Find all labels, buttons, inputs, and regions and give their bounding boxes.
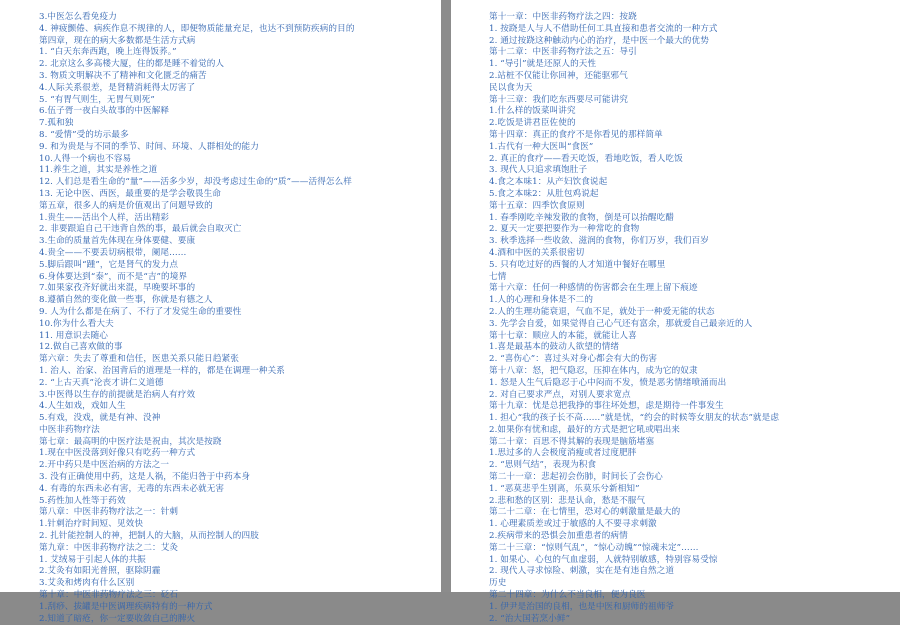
toc-line: 第六章：失去了尊重和信任，医患关系只能日趋紧张 xyxy=(39,354,239,365)
toc-line: 1.思过多的人会极度消瘦或者过度肥胖 xyxy=(489,448,637,459)
toc-line: 12.做自己喜欢做的事 xyxy=(39,342,123,353)
toc-line: 2. 现代人寻求惊险、刺激，实在是有违自然之道 xyxy=(489,566,675,577)
toc-line: 2. 非要跟追自己干违背自然的事，最后就会自取灭亡 xyxy=(39,224,242,235)
toc-line: 1. 按跷是人与人不借助任何工具直接和患者交流的一种方式 xyxy=(489,23,718,34)
toc-line: 第七章：最高明的中医疗法是祝由，其次是按跷 xyxy=(39,436,222,447)
toc-line: 5. “有胃气则生，无胃气则死” xyxy=(39,94,155,105)
toc-line: 5.药性加人性等于药效 xyxy=(39,495,126,506)
toc-line: 13. 无论中医、西医，最重要的是学会敬畏生命 xyxy=(39,188,221,199)
toc-line: 第十九章：忧是总把我挣的事往坏处想，虑是期待一件事发生 xyxy=(489,401,724,412)
toc-line: 10.你为什么看大夫 xyxy=(39,318,114,329)
toc-line: 2. 夏天一定要把要作为一种常吃的食物 xyxy=(489,224,640,235)
toc-line: 2.开中药只是中医治病的方法之一 xyxy=(39,460,170,471)
toc-line: 1. 怒是人生气后隐忍于心中闷而不发，愤是恶劣情绪喷涌而出 xyxy=(489,377,727,388)
toc-line: 8.遵循自然的变化做一些事，你就是有德之人 xyxy=(39,295,213,306)
toc-line: 1. 艾绒易于引起人体的共振 xyxy=(39,554,146,565)
toc-line: 历史 xyxy=(489,578,507,589)
toc-line: 第十七章：顺应人的本能，就能让人喜 xyxy=(489,330,637,341)
toc-line: 3. 没有正确使用中药，这是人祸，不能归咎于中药本身 xyxy=(39,472,251,483)
toc-line: 1. 担心“我的孩子长不高……”就是忧，“约会的时候等女朋友的状态”就是虑 xyxy=(489,413,780,424)
toc-line: 第五章，很多人的病是价值观出了问题导致的 xyxy=(39,200,213,211)
toc-line: 3.中医得以生存的前提就是治病人有疗效 xyxy=(39,389,196,400)
toc-line: 4.人生如戏，戏如人生 xyxy=(39,401,126,412)
toc-line: 中医非药物疗法 xyxy=(39,424,100,435)
toc-line: 2.艾灸有如阳光普照，驱除阴霾 xyxy=(39,566,161,577)
toc-line: 1. “导引”就是还原人的天性 xyxy=(489,59,597,70)
toc-line: 第十八章：怒，把气隐忍，压抑在体内，成为它的奴隶 xyxy=(489,365,698,376)
toc-line: 2. “治大国若烹小鲜” xyxy=(489,613,571,624)
toc-line: 第二十一章：悲起初会伤肺，时间长了会伤心 xyxy=(489,472,663,483)
toc-line: 七情 xyxy=(489,271,507,282)
toc-line: 1.人的心理和身体是不二的 xyxy=(489,295,594,306)
toc-line: 第九章：中医非药物疗法之二：艾灸 xyxy=(39,542,179,553)
toc-line: 3.生命的质量首先体现在身体要健、要康 xyxy=(39,236,196,247)
toc-line: 7.孤和独 xyxy=(39,118,74,129)
toc-line: 9. 人为什么都是在病了、不行了才发觉生命的重要性 xyxy=(39,306,242,317)
toc-line: 3. 秋季选择一些收敛、滋润的食物，你们万岁，我们百岁 xyxy=(489,236,709,247)
toc-line: 1.现在中医没落到好像只有吃药一种方式 xyxy=(39,448,196,459)
toc-line: 5. 只有吃过好的西餐的人才知道中餐好在哪里 xyxy=(489,259,666,270)
toc-line: 1. 伊尹是治国的良相，也是中医和厨师的祖师爷 xyxy=(489,601,675,612)
toc-line: 1. 心理素质差或过于敏感的人不要寻求刺激 xyxy=(489,519,657,530)
toc-line: 2. “上古天真”沦丧才讲仁义道德 xyxy=(39,377,164,388)
toc-line: 1.古代有一种大医叫“食医” xyxy=(489,141,594,152)
toc-line: 5.有戏，没戏，就是有神、没神 xyxy=(39,413,161,424)
toc-line: 3.艾灸和烤肉有什么区别 xyxy=(39,578,135,589)
toc-line: 2.站桩不仅能让你回神，还能驱邪气 xyxy=(489,70,628,81)
toc-line: 第十五章：四季饮食原则 xyxy=(489,200,585,211)
toc-line: 第八章：中医非药物疗法之一：针刺 xyxy=(39,507,179,518)
toc-line: 4.酒和中医的关系很密切 xyxy=(489,247,585,258)
toc-line: 4.贵全——不要丢切病根带，阑尾…… xyxy=(39,247,187,258)
toc-line: 1.喜是最基本的鼓动人欲望的情绪 xyxy=(489,342,620,353)
toc-line: 2.如果你有忧和虑，最好的方式是把它吼或唱出来 xyxy=(489,424,680,435)
toc-line: 第十二章：中医非药物疗法之五：导引 xyxy=(489,47,637,58)
toc-line: 第十三章：我们吃东西要尽可能讲究 xyxy=(489,94,629,105)
toc-line: 2. 扎针能控制人的神，把制人的大脑，从而控制人的四肢 xyxy=(39,531,259,542)
toc-line: 第十四章：真正的食疗不是你看见的那样简单 xyxy=(489,129,663,140)
toc-line: 11. 用意识去随心 xyxy=(39,330,108,341)
toc-line: 第十一章：中医非药物疗法之四：按跷 xyxy=(489,12,637,22)
toc-line: 第二十章：百思不得其解的表现是脑筋堵塞 xyxy=(489,436,655,447)
toc-line: 3. 物质文明解决不了精神和文化匮乏的痛苦 xyxy=(39,70,207,81)
toc-line: 民以食为天 xyxy=(489,82,533,93)
toc-line: 3. 现代人只追求填饱肚子 xyxy=(489,165,588,176)
toc-line: 4.人际关系很差，是肾精消耗得太厉害了 xyxy=(39,82,196,93)
toc-line: 5.脚后跟叫“踵”，它是肾气的发力点 xyxy=(39,259,179,270)
toc-line: 2. 对自己要求严点，对别人要求宽点 xyxy=(489,389,631,400)
toc-line: 6.伍子胥一夜白头故事的中医解释 xyxy=(39,106,170,117)
toc-line: 第二十四章：为什么不当良相，便为良医 xyxy=(489,590,646,601)
toc-line: 1. 如果心、心包的气血虚弱，人就特别敏感，特别容易受惊 xyxy=(489,554,718,565)
toc-line: 1. 春季刚吃辛辣发散的食物，倒是可以抬醒吃醋 xyxy=(489,212,675,223)
toc-line: 11.养生之道，其实是养性之道 xyxy=(39,165,158,176)
toc-line: 4. 有毒的东西未必有害，无毒的东西未必就无害 xyxy=(39,483,225,494)
toc-line: 2. “思则气结”，表现为积食 xyxy=(489,460,597,471)
toc-line: 6.身体要达到“泰”，而不是“吉”的境界 xyxy=(39,271,188,282)
page-gutter xyxy=(441,0,451,592)
toc-line: 8. “爱情”受的坊示最多 xyxy=(39,129,129,140)
toc-line: 3. 先学会自爱，如果觉得自己心气还有富余，那就爱自己最亲近的人 xyxy=(489,318,753,329)
toc-line: 1. 治人、治家、治国背后的道理是一样的，都是在调理一种关系 xyxy=(39,365,285,376)
toc-line: 2. “喜伤心”：喜过头对身心都会有大的伤害 xyxy=(489,354,658,365)
toc-line: 2.悲和愁的区别：悲是认命，愁是不服气 xyxy=(489,495,646,506)
toc-line: 第二十二章：在七情里，恐对心的刺激量是最大的 xyxy=(489,507,681,518)
pdf-page-left xyxy=(0,0,441,624)
toc-line: 2.疾病带来的恐惧会加重患者的病情 xyxy=(489,531,628,542)
toc-line: 2. 北京这么多高楼大厦，住的都是睡不着觉的人 xyxy=(39,59,225,70)
toc-line: 2.吃饭是讲君臣佐使的 xyxy=(489,118,576,129)
toc-line: 1.针刺治疗时间短、见效快 xyxy=(39,519,144,530)
toc-line: 2.知道了暗疮，你一定要收敛自己的脾火 xyxy=(39,613,196,624)
toc-line: 2. 真正的食疗——看天吃饭，看地吃饭，看人吃饭 xyxy=(489,153,683,164)
toc-line: 1.刮痧、拔罐是中医调理疾病特有的一种方式 xyxy=(39,601,213,612)
toc-line: 第十章：中医非药物疗法之三：砭石 xyxy=(39,590,179,601)
pdf-page-right xyxy=(451,0,900,624)
toc-line: 2. 通过按跷这种触动内心的治疗，是中医一个最大的优势 xyxy=(489,35,709,46)
toc-line: 2.人的生理功能衰退，气血不足，就处于一种爱无能的状态 xyxy=(489,306,715,317)
toc-line: 1. “白天东奔西跑，晚上连得饭荞。” xyxy=(39,47,177,58)
toc-line: 4.食之本味1：从产妇饮食说起 xyxy=(489,177,608,188)
toc-line: 第二十三章：“惊则气乱”，“惊心动魄”“惊魂未定”…… xyxy=(489,542,699,553)
toc-line: 4. 神疲颤倦、病疾作息不规律的人，即便物质能量充足，也达不到预防疾病的目的 xyxy=(39,23,355,34)
toc-line: 1.什么样的饭菜叫讲究 xyxy=(489,106,576,117)
toc-line: 12. 人们总是看生命的“量”——活多少岁，却没考虑过生命的“质”——活得怎么样 xyxy=(39,177,352,188)
toc-line: 9. 和为贵是与不同的季节、时间、环境、人群相处的能力 xyxy=(39,141,259,152)
toc-line: 第十六章：任何一种感情的伤害都会在生理上留下痕迹 xyxy=(489,283,698,294)
toc-line: 10.人得一个病也不容易 xyxy=(39,153,132,164)
toc-line: 第四章，现在的病大多数都是生活方式病 xyxy=(39,35,196,46)
toc-line: 5.食之本味2：从肚包鸡说起 xyxy=(489,188,599,199)
toc-line: 7.如果家孜齐好就出来混，早晚要坏事的 xyxy=(39,283,196,294)
toc-line: 3.中医怎么看免疫力 xyxy=(39,12,117,22)
toc-line: 1.贵生——活出个人样，活出精彩 xyxy=(39,212,170,223)
toc-line: 1. “恶莫悲乎生别离，乐莫乐兮新相知” xyxy=(489,483,640,494)
